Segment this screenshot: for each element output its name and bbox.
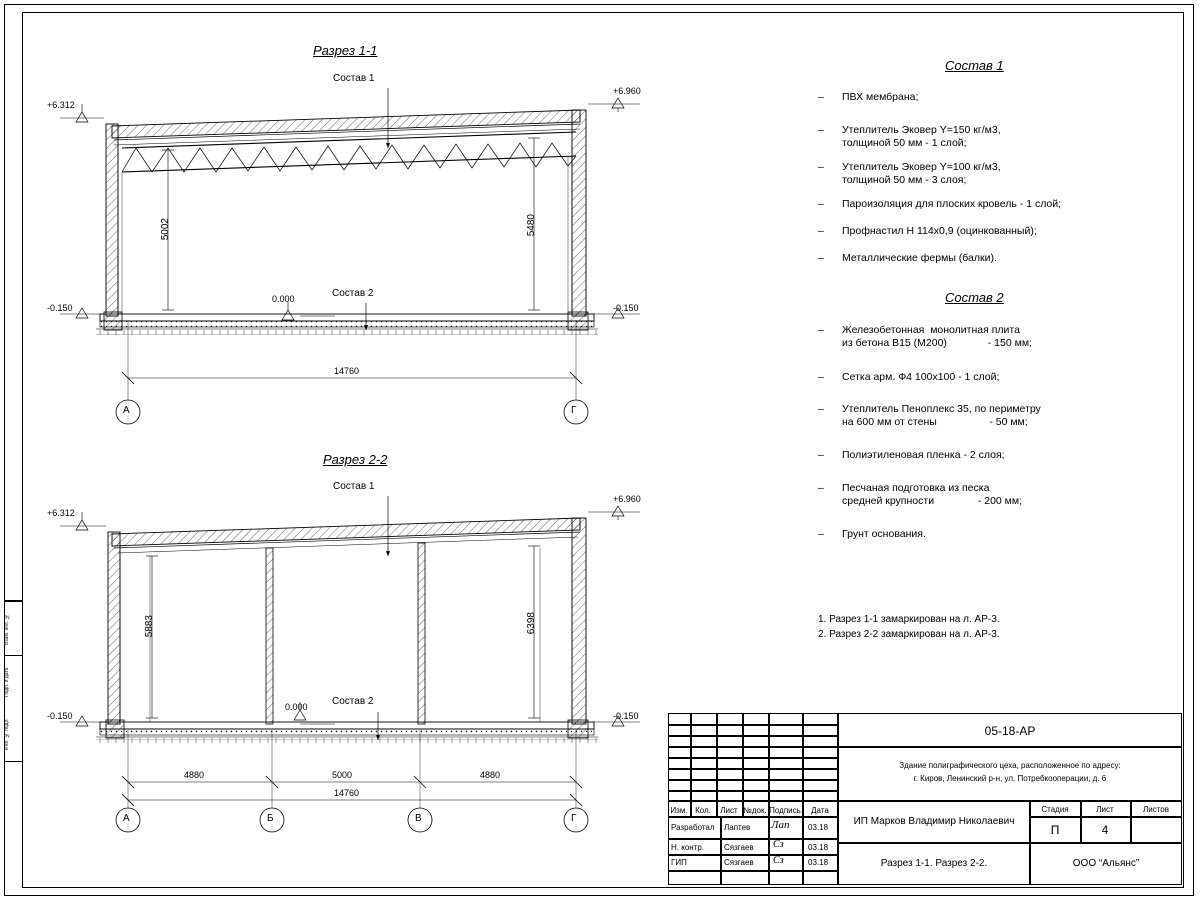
spec-bullet: – — [818, 225, 824, 237]
dim-overall-sec1: 14760 — [334, 366, 360, 376]
col-header-data: Дата — [811, 806, 829, 815]
role-label-0: Разработал — [671, 823, 715, 832]
rev-row-line — [668, 790, 838, 792]
stage-header-stadiya: Стадия — [1041, 805, 1069, 814]
dim-chain-1: 4880 — [184, 770, 205, 780]
level-mark-left-top-sec2: +6.312 — [47, 508, 75, 518]
rev-row-line — [668, 735, 838, 737]
level-mark-left-bottom-sec2: -0.150 — [47, 711, 73, 721]
role-name-2: Сязгаев — [724, 858, 754, 867]
spec-1-item-2-line-1: толщиной 50 мм - 3 слоя; — [842, 174, 967, 186]
spec-2-item-1-line-0: Сетка арм. Ф4 100х100 - 1 слой; — [842, 371, 1000, 383]
note-line-1: 1. Разрез 1-1 замаркирован на л. АР-3. — [818, 614, 1000, 625]
spec-2-item-2-line-0: Утеплитель Пеноплекс 35, по периметру — [842, 403, 1041, 415]
spec-2-item-2-line-1: на 600 мм от стены - 50 мм; — [842, 416, 1028, 428]
drawing-code: 05-18-АР — [984, 724, 1036, 738]
axis-bubble-g-sec1: Г — [571, 405, 577, 416]
level-mark-right-bottom-sec1: -0.150 — [613, 303, 639, 313]
spec-2-item-5-line-0: Грунт основания. — [842, 528, 926, 540]
col-header-ndok: №док. — [743, 806, 767, 815]
spec-bullet: – — [818, 198, 824, 210]
spec-1-item-2-line-0: Утеплитель Эковер Y=100 кг/м3, — [842, 161, 1001, 173]
title-block — [668, 713, 1182, 885]
stage-value-stadiya: П — [1050, 823, 1060, 837]
role-signature-0: Лап — [771, 819, 790, 831]
role-signature-2: Сз — [773, 855, 784, 866]
dim-chain-3: 4880 — [480, 770, 501, 780]
role-date-2: 03.18 — [808, 858, 829, 867]
spec-bullet: – — [818, 482, 824, 494]
object-line-1: Здание полиграфического цеха, расположенное по адресу: — [899, 761, 1121, 770]
zero-level-mark-sec1: 0.000 — [272, 294, 295, 304]
object-line-2: г. Киров, Ленинский р-н, ул. Потребкооперации, д. 6 — [913, 774, 1107, 783]
rev-row-line — [668, 746, 838, 748]
rev-col-line — [716, 713, 718, 801]
company-name: ООО “Альянс” — [1072, 858, 1140, 869]
spec-bullet: – — [818, 324, 824, 336]
role-name-0: Лаптев — [724, 823, 751, 832]
callout-sostav-2-sec2: Состав 2 — [332, 696, 374, 707]
stage-header-list: Лист — [1096, 805, 1114, 814]
customer-name: ИП Марков Владимир Николаевич — [853, 816, 1015, 827]
spec-2-item-3-line-0: Полиэтиленовая пленка - 2 слоя; — [842, 449, 1005, 461]
role-label-1: Н. контр. — [671, 843, 705, 852]
dim-height-5480: 5480 — [526, 214, 537, 237]
callout-sostav-2-sec1: Состав 2 — [332, 288, 374, 299]
role-col-line — [802, 817, 804, 885]
level-mark-left-bottom-sec1: -0.150 — [47, 303, 73, 313]
level-mark-right-bottom-sec2: -0.150 — [613, 711, 639, 721]
stage-header-listov: Листов — [1143, 805, 1169, 814]
dim-chain-2: 5000 — [332, 770, 353, 780]
spec-bullet: – — [818, 528, 824, 540]
rev-col-line — [742, 713, 744, 801]
axis-bubble-v-sec2: В — [415, 813, 422, 824]
rev-col-line — [768, 713, 770, 801]
role-date-1: 03.18 — [808, 843, 829, 852]
section-title-1: Разрез 1-1 — [313, 43, 378, 58]
spec-1-item-1-line-1: толщиной 50 мм - 1 слой; — [842, 137, 967, 149]
col-header-kol: Кол. — [695, 806, 711, 815]
spec-heading-2: Состав 2 — [945, 290, 1004, 305]
axis-bubble-a-sec1: А — [123, 405, 130, 416]
spec-bullet: – — [818, 252, 824, 264]
axis-bubble-b-sec2: Б — [267, 813, 274, 824]
spec-1-item-5-line-0: Металлические фермы (балки). — [842, 252, 997, 264]
stage-value-list: 4 — [1101, 823, 1109, 837]
level-mark-right-top-sec1: +6.960 — [613, 86, 641, 96]
spec-bullet: – — [818, 124, 824, 136]
role-name-1: Сязгаев — [724, 843, 754, 852]
callout-sostav-1-sec1: Состав 1 — [333, 73, 375, 84]
rev-row-line — [668, 724, 838, 726]
role-col-line — [720, 817, 722, 885]
section-title-2: Разрез 2-2 — [323, 452, 388, 467]
spec-bullet: – — [818, 371, 824, 383]
spec-1-item-1-line-0: Утеплитель Эковер Y=150 кг/м3, — [842, 124, 1001, 136]
side-strip-cell: Взам. инв. № — [4, 601, 22, 656]
rev-row-line — [668, 757, 838, 759]
spec-1-item-0-line-0: ПВХ мембрана; — [842, 91, 919, 103]
spec-bullet: – — [818, 161, 824, 173]
side-strip-cell: Инв. № подл. — [4, 718, 10, 751]
spec-heading-1: Состав 1 — [945, 58, 1004, 73]
col-header-izm: Изм. — [670, 806, 688, 815]
spec-bullet: – — [818, 403, 824, 415]
dim-height-6398: 6398 — [526, 612, 537, 635]
rev-row-line — [668, 779, 838, 781]
spec-bullet: – — [818, 91, 824, 103]
rev-col-line — [802, 713, 804, 801]
level-mark-left-top-sec1: +6.312 — [47, 100, 75, 110]
axis-bubble-g-sec2: Г — [571, 813, 577, 824]
callout-sostav-1-sec2: Состав 1 — [333, 481, 375, 492]
dim-height-5002: 5002 — [160, 218, 171, 241]
role-signature-1: Сз — [773, 839, 784, 850]
spec-2-item-4-line-1: средней крупности - 200 мм; — [842, 495, 1023, 507]
spec-2-item-0-line-0: Железобетонная монолитная плита — [842, 324, 1020, 336]
role-col-line — [768, 817, 770, 885]
rev-col-line — [690, 713, 692, 801]
level-mark-right-top-sec2: +6.960 — [613, 494, 641, 504]
spec-1-item-3-line-0: Пароизоляция для плоских кровель - 1 слой; — [842, 198, 1062, 210]
note-line-2: 2. Разрез 2-2 замаркирован на л. АР-3. — [818, 629, 1000, 640]
sheet-name: Разрез 1-1. Разрез 2-2. — [880, 858, 988, 869]
col-header-list: Лист — [720, 806, 738, 815]
dim-overall-sec2: 14760 — [334, 788, 360, 798]
side-strip-cell: Подп. и дата — [4, 655, 22, 709]
spec-2-item-4-line-0: Песчаная подготовка из песка — [842, 482, 990, 494]
role-row-3 — [668, 871, 838, 885]
spec-2-item-0-line-1: из бетона В15 (М200) - 150 мм; — [842, 337, 1032, 349]
role-date-0: 03.18 — [808, 823, 829, 832]
spec-1-item-4-line-0: Профнастил Н 114х0,9 (оцинкованный); — [842, 225, 1037, 237]
rev-row-line — [668, 768, 838, 770]
spec-bullet: – — [818, 449, 824, 461]
col-header-podpis: Подпись — [769, 806, 801, 815]
zero-level-mark-sec2: 0.000 — [285, 702, 308, 712]
role-label-2: ГИП — [671, 858, 687, 867]
dim-height-5883: 5883 — [144, 615, 155, 638]
axis-bubble-a-sec2: А — [123, 813, 130, 824]
